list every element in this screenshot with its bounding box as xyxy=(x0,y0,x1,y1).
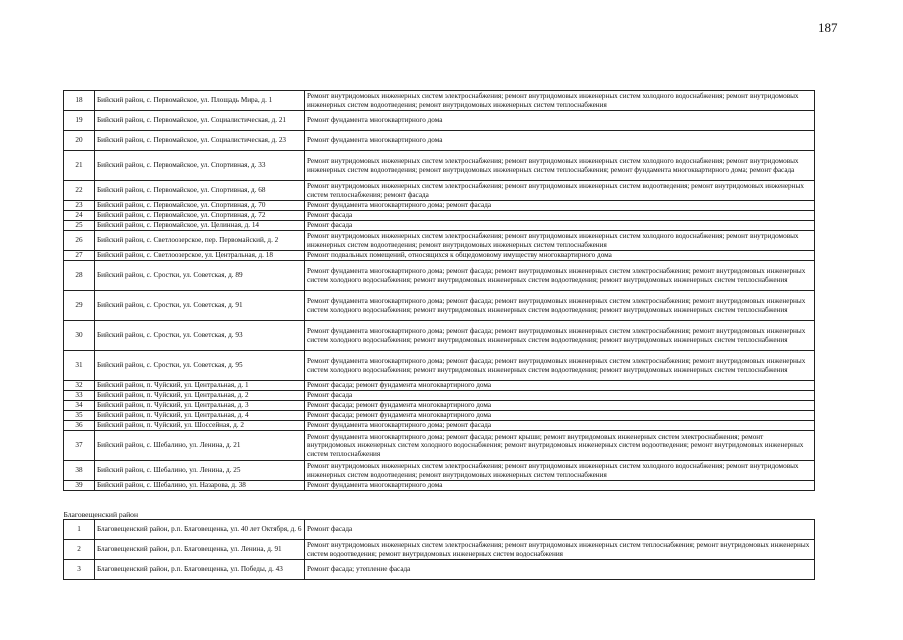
table-row xyxy=(64,540,815,560)
row-address: Бийский район, п. Чуйский, ул. Центральная, д. 3 xyxy=(95,401,305,411)
row-works: Ремонт фундамента многоквартирного дома xyxy=(305,111,815,131)
row-number: 23 xyxy=(64,201,95,211)
row-number: 34 xyxy=(64,401,95,411)
row-number: 32 xyxy=(64,381,95,391)
row-address: Бийский район, п. Чуйский, ул. Шоссейная, д. 2 xyxy=(95,421,305,431)
row-number: 31 xyxy=(64,351,95,381)
row-address: Бийский район, с. Шебалино, ул. Ленина, д. 25 xyxy=(95,461,305,481)
row-address: Бийский район, с. Шебалино, ул. Назарова, д. 38 xyxy=(95,481,305,491)
row-works: Ремонт фундамента многоквартирного дома; ремонт фасада; ремонт внутридомовых инженерных систем электроснабжения; ремонт внутридомовых инженерных систем холодного водоснабжения; ремонт внутридомовых инженерных систем водоотведения; ремонт внутридомовых инженерных систем теплоснабжения xyxy=(305,351,815,381)
repair-table xyxy=(63,90,815,580)
table-row xyxy=(64,201,815,211)
table-row xyxy=(64,351,815,381)
row-number: 37 xyxy=(64,431,95,461)
row-address: Бийский район, с. Первомайское, ул. Социалистическая, д. 23 xyxy=(95,131,305,151)
row-number: 2 xyxy=(64,540,95,560)
row-number: 20 xyxy=(64,131,95,151)
row-works: Ремонт фундамента многоквартирного дома; ремонт фасада; ремонт внутридомовых инженерных систем электроснабжения; ремонт внутридомовых инженерных систем холодного водоснабжения; ремонт внутридомовых инженерных систем водоотведения; ремонт внутридомовых инженерных систем теплоснабжения xyxy=(305,291,815,321)
table-row xyxy=(64,381,815,391)
row-address: Бийский район, п. Чуйский, ул. Центральная, д. 2 xyxy=(95,391,305,401)
section-heading-row xyxy=(64,491,815,520)
row-number: 28 xyxy=(64,261,95,291)
row-address: Бийский район, с. Первомайское, ул. Спортивная, д. 68 xyxy=(95,181,305,201)
row-address: Благовещенский район, р.п. Благовещенка, ул. 40 лет Октября, д. 6 xyxy=(95,520,305,540)
row-number: 33 xyxy=(64,391,95,401)
row-number: 29 xyxy=(64,291,95,321)
table-row xyxy=(64,251,815,261)
table-row xyxy=(64,211,815,221)
row-number: 36 xyxy=(64,421,95,431)
row-address: Бийский район, с. Сростки, ул. Советская, д. 93 xyxy=(95,321,305,351)
row-address: Благовещенский район, р.п. Благовещенка, ул. Ленина, д. 91 xyxy=(95,540,305,560)
row-address: Бийский район, с. Первомайское, ул. Социалистическая, д. 21 xyxy=(95,111,305,131)
row-address: Благовещенский район, р.п. Благовещенка, ул. Победы, д. 43 xyxy=(95,560,305,580)
row-number: 25 xyxy=(64,221,95,231)
table-row xyxy=(64,131,815,151)
table-row xyxy=(64,291,815,321)
row-works: Ремонт внутридомовых инженерных систем электроснабжения; ремонт внутридомовых инженерных систем холодного водоснабжения; ремонт внутридомовых инженерных систем водоотведения; ремонт внутридомовых инженерных систем теплоснабжения xyxy=(305,231,815,251)
row-number: 35 xyxy=(64,411,95,421)
row-works: Ремонт фундамента многоквартирного дома; ремонт фасада xyxy=(305,421,815,431)
row-address: Бийский район, п. Чуйский, ул. Центральная, д. 1 xyxy=(95,381,305,391)
table-row xyxy=(64,231,815,251)
row-works: Ремонт внутридомовых инженерных систем электроснабжения; ремонт внутридомовых инженерных систем холодного водоснабжения; ремонт внутридомовых инженерных систем водоотведения; ремонт внутридомовых инженерных систем теплоснабжения; ремонт фундамента многоквартирного дома; ремонт фасада xyxy=(305,151,815,181)
row-works: Ремонт внутридомовых инженерных систем электроснабжения; ремонт внутридомовых инженерных систем водоотведения; ремонт внутридомовых инженерных систем теплоснабжения; ремонт фасада xyxy=(305,181,815,201)
row-works: Ремонт внутридомовых инженерных систем электроснабжения; ремонт внутридомовых инженерных систем теплоснабжения; ремонт внутридомовых инженерных систем водоотведения; ремонт внутридомовых инженерных систем водоснабжения xyxy=(305,540,815,560)
section-title: Благовещенский район xyxy=(63,509,139,519)
row-works: Ремонт фасада xyxy=(305,520,815,540)
row-works: Ремонт внутридомовых инженерных систем электроснабжения; ремонт внутридомовых инженерных систем холодного водоснабжения; ремонт внутридомовых инженерных систем водоотведения; ремонт внутридомовых инженерных систем теплоснабжения xyxy=(305,461,815,481)
row-works: Ремонт фундамента многоквартирного дома xyxy=(305,481,815,491)
row-number: 26 xyxy=(64,231,95,251)
row-address: Бийский район, с. Первомайское, ул. Площадь Мира, д. 1 xyxy=(95,91,305,111)
table-row xyxy=(64,461,815,481)
table-row xyxy=(64,401,815,411)
row-address: Бийский район, п. Чуйский, ул. Центральная, д. 4 xyxy=(95,411,305,421)
row-address: Бийский район, с. Светлоозерское, пер. Первомайский, д. 2 xyxy=(95,231,305,251)
row-works: Ремонт фасада; ремонт фундамента многоквартирного дома xyxy=(305,411,815,421)
row-works: Ремонт фундамента многоквартирного дома; ремонт фасада; ремонт крыши; ремонт внутридомовых инженерных систем электроснабжения; ремонт внутридомовых инженерных систем холодного водоснабжения; ремонт внутридомовых инженерных систем водоотведения; ремонт внутридомовых инженерных систем теплоснабжения xyxy=(305,431,815,461)
table-row xyxy=(64,181,815,201)
row-works: Ремонт подвальных помещений, относящихся к общедомовому имуществу многоквартирного дома xyxy=(305,251,815,261)
table-row xyxy=(64,560,815,580)
row-works: Ремонт фундамента многоквартирного дома; ремонт фасада; ремонт внутридомовых инженерных систем электроснабжения; ремонт внутридомовых инженерных систем холодного водоснабжения; ремонт внутридомовых инженерных систем водоотведения; ремонт внутридомовых инженерных систем теплоснабжения xyxy=(305,321,815,351)
row-number: 24 xyxy=(64,211,95,221)
table-row xyxy=(64,151,815,181)
row-number: 21 xyxy=(64,151,95,181)
page-number: 187 xyxy=(818,20,838,35)
row-address: Бийский район, с. Первомайское, ул. Целинная, д. 14 xyxy=(95,221,305,231)
row-works: Ремонт фасада xyxy=(305,391,815,401)
table-row xyxy=(64,481,815,491)
table-row xyxy=(64,321,815,351)
row-number: 18 xyxy=(64,91,95,111)
row-number: 30 xyxy=(64,321,95,351)
row-address: Бийский район, с. Светлоозерское, ул. Центральная, д. 18 xyxy=(95,251,305,261)
row-number: 39 xyxy=(64,481,95,491)
row-address: Бийский район, с. Первомайское, ул. Спортивная, д. 70 xyxy=(95,201,305,211)
table-row xyxy=(64,411,815,421)
row-number: 22 xyxy=(64,181,95,201)
row-works: Ремонт фасада; ремонт фундамента многоквартирного дома xyxy=(305,381,815,391)
row-address: Бийский район, с. Первомайское, ул. Спортивная, д. 33 xyxy=(95,151,305,181)
row-works: Ремонт фундамента многоквартирного дома; ремонт фасада xyxy=(305,201,815,211)
table-row xyxy=(64,91,815,111)
table-row xyxy=(64,111,815,131)
table-row xyxy=(64,520,815,540)
row-number: 1 xyxy=(64,520,95,540)
table-row xyxy=(64,421,815,431)
table-row xyxy=(64,221,815,231)
row-address: Бийский район, с. Шебалино, ул. Ленина, д. 21 xyxy=(95,431,305,461)
row-number: 19 xyxy=(64,111,95,131)
row-works: Ремонт фасада; ремонт фундамента многоквартирного дома xyxy=(305,401,815,411)
repair-table-sheet xyxy=(63,90,815,580)
row-number: 3 xyxy=(64,560,95,580)
row-works: Ремонт фасада xyxy=(305,211,815,221)
row-works: Ремонт фундамента многоквартирного дома; ремонт фасада; ремонт внутридомовых инженерных систем электроснабжения; ремонт внутридомовых инженерных систем холодного водоснабжения; ремонт внутридомовых инженерных систем водоотведения; ремонт внутридомовых инженерных систем теплоснабжения xyxy=(305,261,815,291)
row-works: Ремонт фасада; утепление фасада xyxy=(305,560,815,580)
row-works: Ремонт фундамента многоквартирного дома xyxy=(305,131,815,151)
row-number: 38 xyxy=(64,461,95,481)
row-address: Бийский район, с. Сростки, ул. Советская, д. 91 xyxy=(95,291,305,321)
table-row xyxy=(64,261,815,291)
row-address: Бийский район, с. Сростки, ул. Советская, д. 89 xyxy=(95,261,305,291)
row-works: Ремонт внутридомовых инженерных систем электроснабжения; ремонт внутридомовых инженерных систем холодного водоснабжения; ремонт внутридомовых инженерных систем водоотведения; ремонт внутридомовых инженерных систем теплоснабжения xyxy=(305,91,815,111)
row-number: 27 xyxy=(64,251,95,261)
table-row xyxy=(64,431,815,461)
table-row xyxy=(64,391,815,401)
row-address: Бийский район, с. Первомайское, ул. Спортивная, д. 72 xyxy=(95,211,305,221)
row-address: Бийский район, с. Сростки, ул. Советская, д. 95 xyxy=(95,351,305,381)
row-works: Ремонт фасада xyxy=(305,221,815,231)
